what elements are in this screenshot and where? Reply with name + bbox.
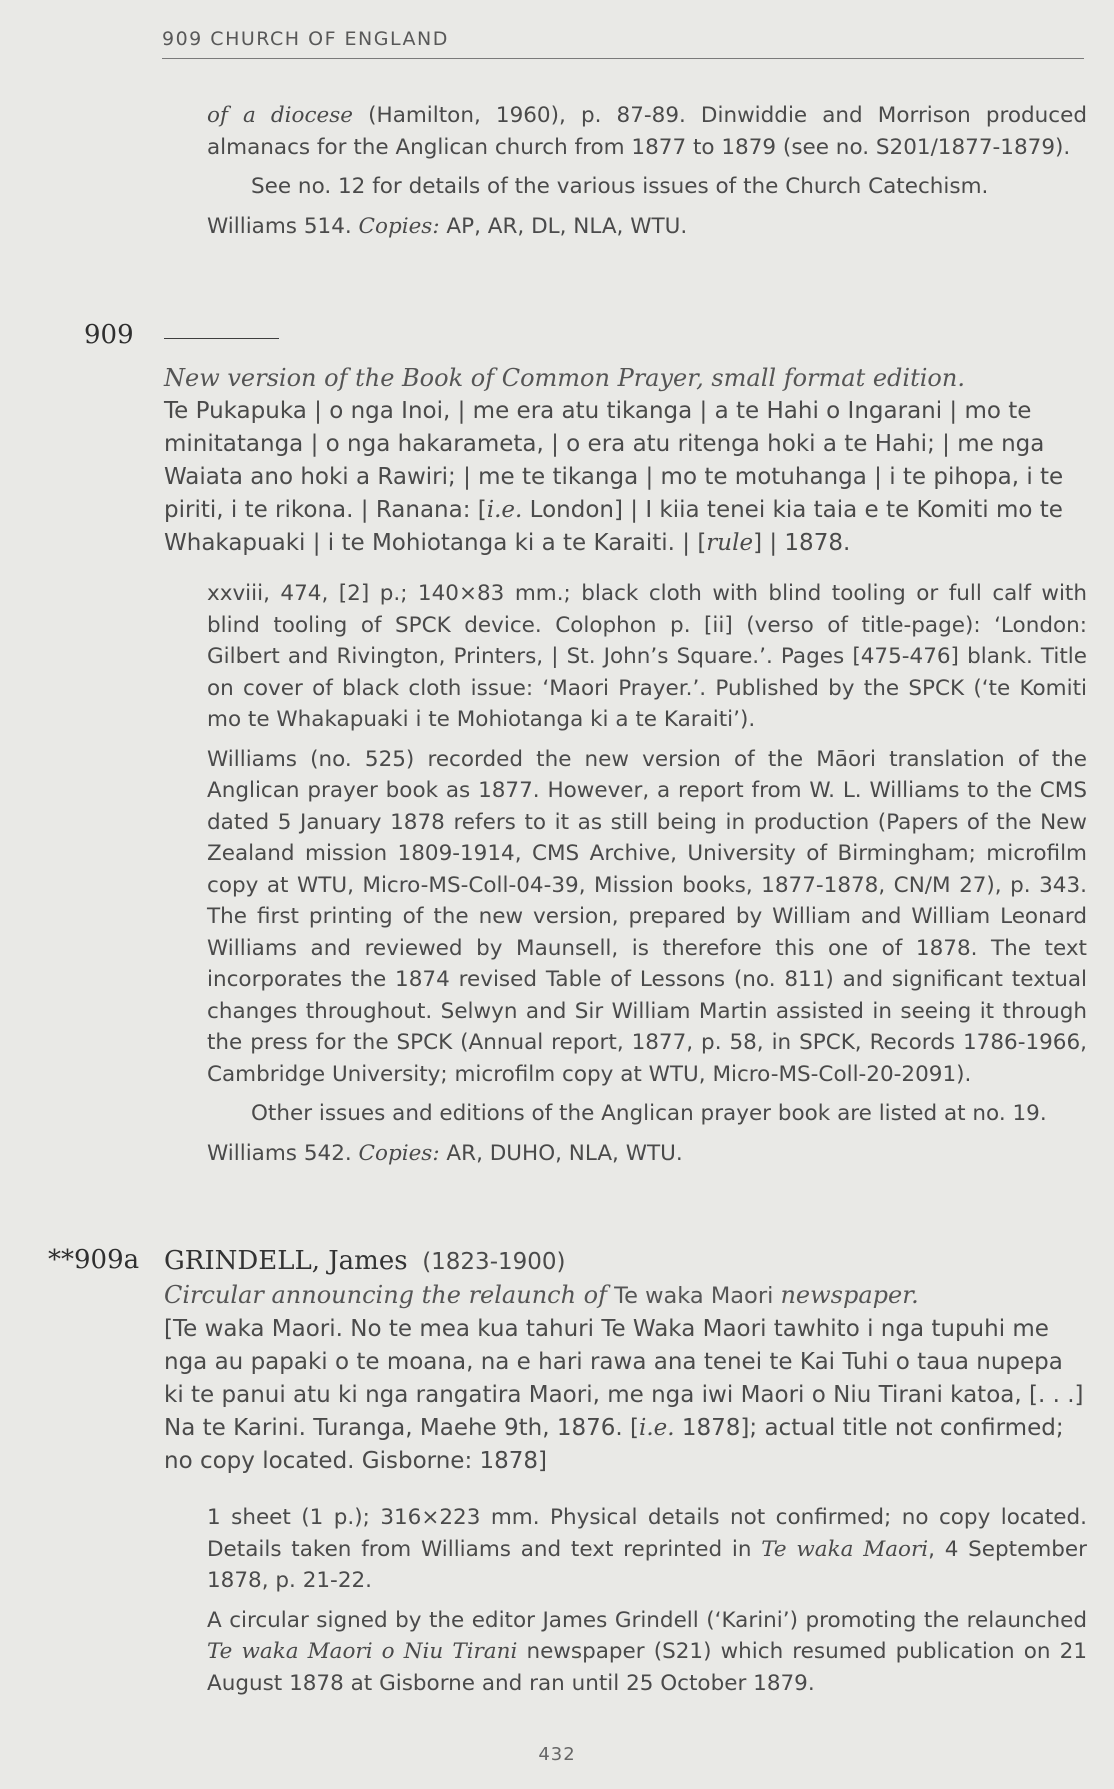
- paragraph-text: , 4 September 1878, p. 21-22.: [207, 1536, 1088, 1593]
- references-line: [207, 211, 1087, 243]
- carry-over-paragraph: [207, 100, 1087, 163]
- carry-over-block: [207, 100, 1087, 250]
- copies-label: Copies:: [358, 1140, 440, 1166]
- entry-909-notes: [207, 578, 1087, 1177]
- entry-number: **909a: [48, 1245, 140, 1275]
- entry-909-heading: [164, 322, 1084, 355]
- entry-909a-heading: [164, 1245, 1084, 1478]
- physical-description: [207, 1502, 1087, 1597]
- paragraph-text: A circular signed by the editor James Grindell (‘Karini’) promoting the relaunched: [207, 1607, 1087, 1633]
- transcription-text: [Te waka Maori. No te mea kua tahuri Te Waka Maori tawhito i nga tupuhi me nga au papaki o te moana, na e hari rawa ana tenei te Kai Tuhi o taua nupepa ki te panui atu ki nga rangatira Maori, me nga iwi Maori o Niu Tirani katoa, [. . .] Na te Karini. Turanga, Maehe 9th, 1876. [: [164, 1316, 1084, 1441]
- title-newspaper-name: Te waka Maori: [607, 1283, 781, 1309]
- paragraph-text: 1 sheet (1 p.); 316×223 mm. Physical details not confirmed; no copy located. Details taken from Williams and text reprinted in: [207, 1505, 1087, 1562]
- entry-909a-notes: [207, 1502, 1087, 1707]
- title-part: newspaper.: [780, 1281, 919, 1309]
- cross-reference: See no. 12 for details of the various issues of the Church Catechism.: [251, 174, 989, 199]
- author-repeat-rule: [164, 338, 279, 339]
- italic-title: Te waka Maori o Niu Tirani: [207, 1639, 518, 1664]
- title-part: Circular announcing the relaunch of: [164, 1281, 608, 1309]
- author-name: GRINDELL, James: [164, 1246, 408, 1276]
- entry-909-title-block: [164, 362, 1084, 560]
- paragraph-text: (Hamilton, 1960), p. 87-89. Dinwiddie and Morrison produced almanacs for the Anglican church from 1877 to 1879 (see no. S201/1877-1879).: [207, 103, 1087, 160]
- williams-ref: Williams 514.: [207, 213, 359, 239]
- transcription-text: 1878]; actual title not confirmed; no copy located. Gisborne: 1878]: [164, 1415, 1064, 1474]
- title-transcription: [164, 1313, 1084, 1478]
- williams-ref: Williams 542.: [207, 1140, 359, 1166]
- transcription-text: ] | 1878.: [753, 530, 851, 556]
- page-number: 432: [538, 1744, 576, 1765]
- transcription-text: Te Pukapuka | o nga Inoi, | me era atu tikanga | a te Hahi o Ingarani | mo te minitatanga | o nga hakarameta, | o era atu ritenga hoki a te Hahi; | me nga Waiata ano hoki a Rawiri; | me te tikanga | mo te motuhanga | i te pihopa, i te piriti, i te rikona. | Ranana: [: [164, 398, 1064, 523]
- physical-description: xxviii, 474, [2] p.; 140×83 mm.; black cloth with blind tooling or full calf with blind tooling of SPCK device. Colophon p. [ii] (verso of title-page): ‘London: Gilbert and Rivington, Printers, | St. John’s Square.’. Pages [475-476] blank. Title on cover of black cloth issue: ‘Maori Prayer.’. Published by the SPCK (‘te Komiti mo te Whakapuaki i te Mohiotanga ki a te Karaiti’).: [207, 581, 1087, 732]
- entry-title: [164, 1279, 1084, 1313]
- entry-title: New version of the Book of Common Prayer, small format edition.: [164, 364, 965, 392]
- italic-title: Te waka Maori: [761, 1536, 929, 1562]
- title-transcription: [164, 395, 1084, 560]
- paragraph-text: newspaper (S21) which resumed publication on 21 August 1878 at Gisborne and ran until 25 October 1879.: [207, 1639, 1087, 1696]
- transcription-text: London] | I kiia tenei kia taia e te Komiti mo te Whakapuaki | i te Mohiotanga ki a te Karaiti. | [: [164, 497, 1063, 556]
- cross-reference: Other issues and editions of the Anglican prayer book are listed at no. 19.: [251, 1101, 1047, 1126]
- copies-list: AR, DUHO, NLA, WTU.: [439, 1140, 683, 1166]
- bibliographic-note: Williams (no. 525) recorded the new version of the Māori translation of the Anglican prayer book as 1877. However, a report from W. L. Williams to the CMS dated 5 January 1878 refers to it as still being in production (Papers of the New Zealand mission 1809-1914, CMS Archive, University of Birmingham; microfilm copy at WTU, Micro-MS-Coll-04-39, Mission books, 1877-1878, CN/M 27), p. 343. The first printing of the new version, prepared by William and William Leonard Williams and reviewed by Maunsell, is therefore this one of 1878. The text incorporates the 1874 revised Table of Lessons (no. 811) and significant textual changes throughout. Selwyn and Sir William Martin assisted in seeing it through the press for the SPCK (Annual report, 1877, p. 58, in SPCK, Records 1786-1966, Cambridge University; microfilm copy at WTU, Micro-MS-Coll-20-2091).: [207, 746, 1087, 1087]
- references-line: [207, 1138, 1087, 1170]
- copies-list: AP, AR, DL, NLA, WTU.: [439, 213, 688, 239]
- italic-title: of a diocese: [207, 103, 354, 128]
- author-dates: (1823-1900): [422, 1249, 566, 1275]
- author-line: [164, 1245, 1084, 1279]
- copies-label: Copies:: [358, 213, 440, 239]
- running-head: 909 CHURCH OF ENGLAND: [162, 28, 1084, 59]
- entry-number: 909: [84, 320, 134, 350]
- italic-rule: rule: [706, 530, 754, 556]
- bibliographic-note: [207, 1605, 1087, 1700]
- italic-ie: i.e.: [486, 497, 523, 523]
- italic-ie: i.e.: [638, 1415, 675, 1441]
